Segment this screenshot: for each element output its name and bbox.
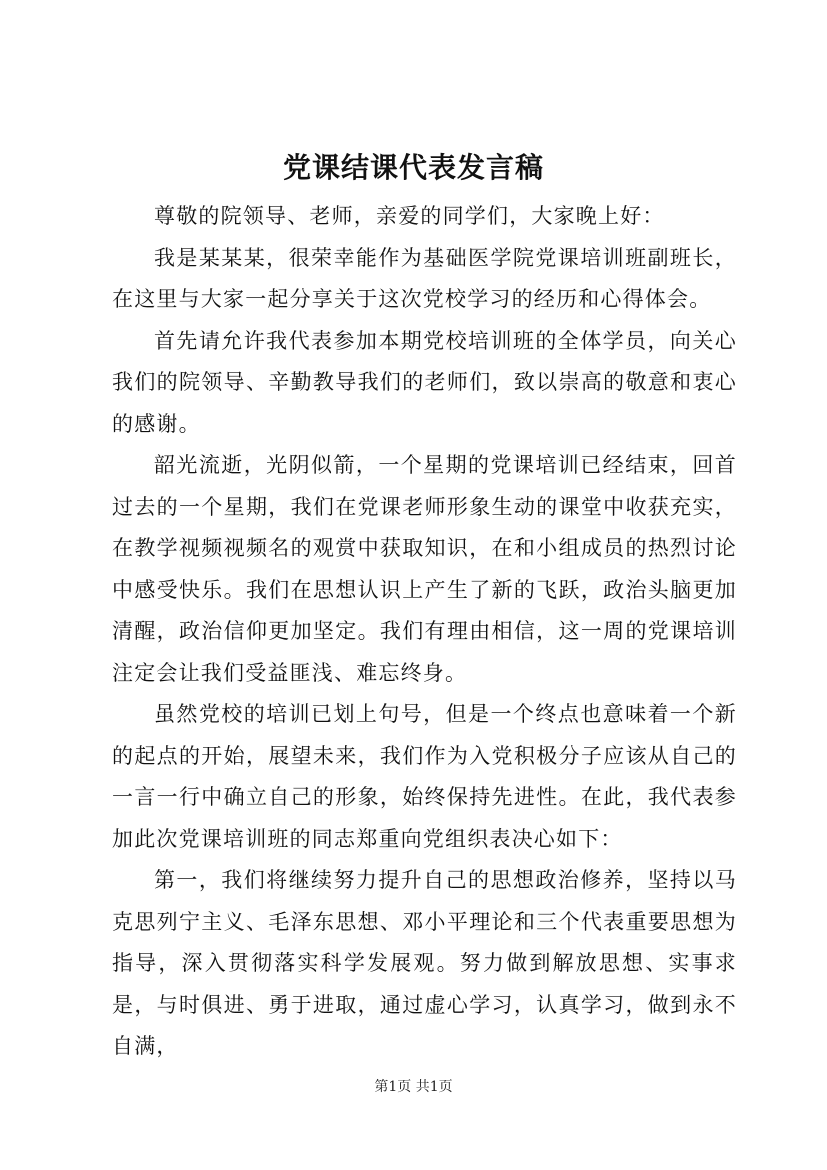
paragraph-introduction: 我是某某某，很荣幸能作为基础医学院党课培训班副班长，在这里与大家一起分享关于这次党校学习的经历和心得体会。 [112,245,737,311]
page-number-footer: 第1页 共1页 [374,1079,453,1095]
document-body [112,196,737,1068]
paragraph-first-pledge: 第一，我们将继续努力提升自己的思想政治修养，坚持以马克思列宁主义、毛泽东思想、邓小平理论和三个代表重要思想为指导，深入贯彻落实科学发展观。努力做到解放思想、实事求是，与时俱进、勇于进取，通过虚心学习，认真学习，做到永不自满， [112,868,737,1058]
document-title: 党课结课代表发言稿 [282,151,544,184]
paragraph-outlook: 虽然党校的培训已划上句号，但是一个终点也意味着一个新的起点的开始，展望未来，我们作为入党积极分子应该从自己的一言一行中确立自己的形象，始终保持先进性。在此，我代表参加此次党课培训班的同志郑重向党组织表决心如下： [112,702,737,851]
paragraph-review: 韶光流逝，光阴似箭，一个星期的党课培训已经结束，回首过去的一个星期，我们在党课老师形象生动的课堂中收获充实，在教学视频视频名的观赏中获取知识，在和小组成员的热烈讨论中感受快乐。我们在思想认识上产生了新的飞跃，政治头脑更加清醒，政治信仰更加坚定。我们有理由相信，这一周的党课培训注定会让我们受益匪浅、难忘终身。 [112,453,737,685]
paragraph-thanks: 首先请允许我代表参加本期党校培训班的全体学员，向关心我们的院领导、辛勤教导我们的老师们，致以崇高的敬意和衷心的感谢。 [112,328,737,436]
paragraph-salutation: 尊敬的院领导、老师，亲爱的同学们，大家晚上好： [154,204,665,228]
